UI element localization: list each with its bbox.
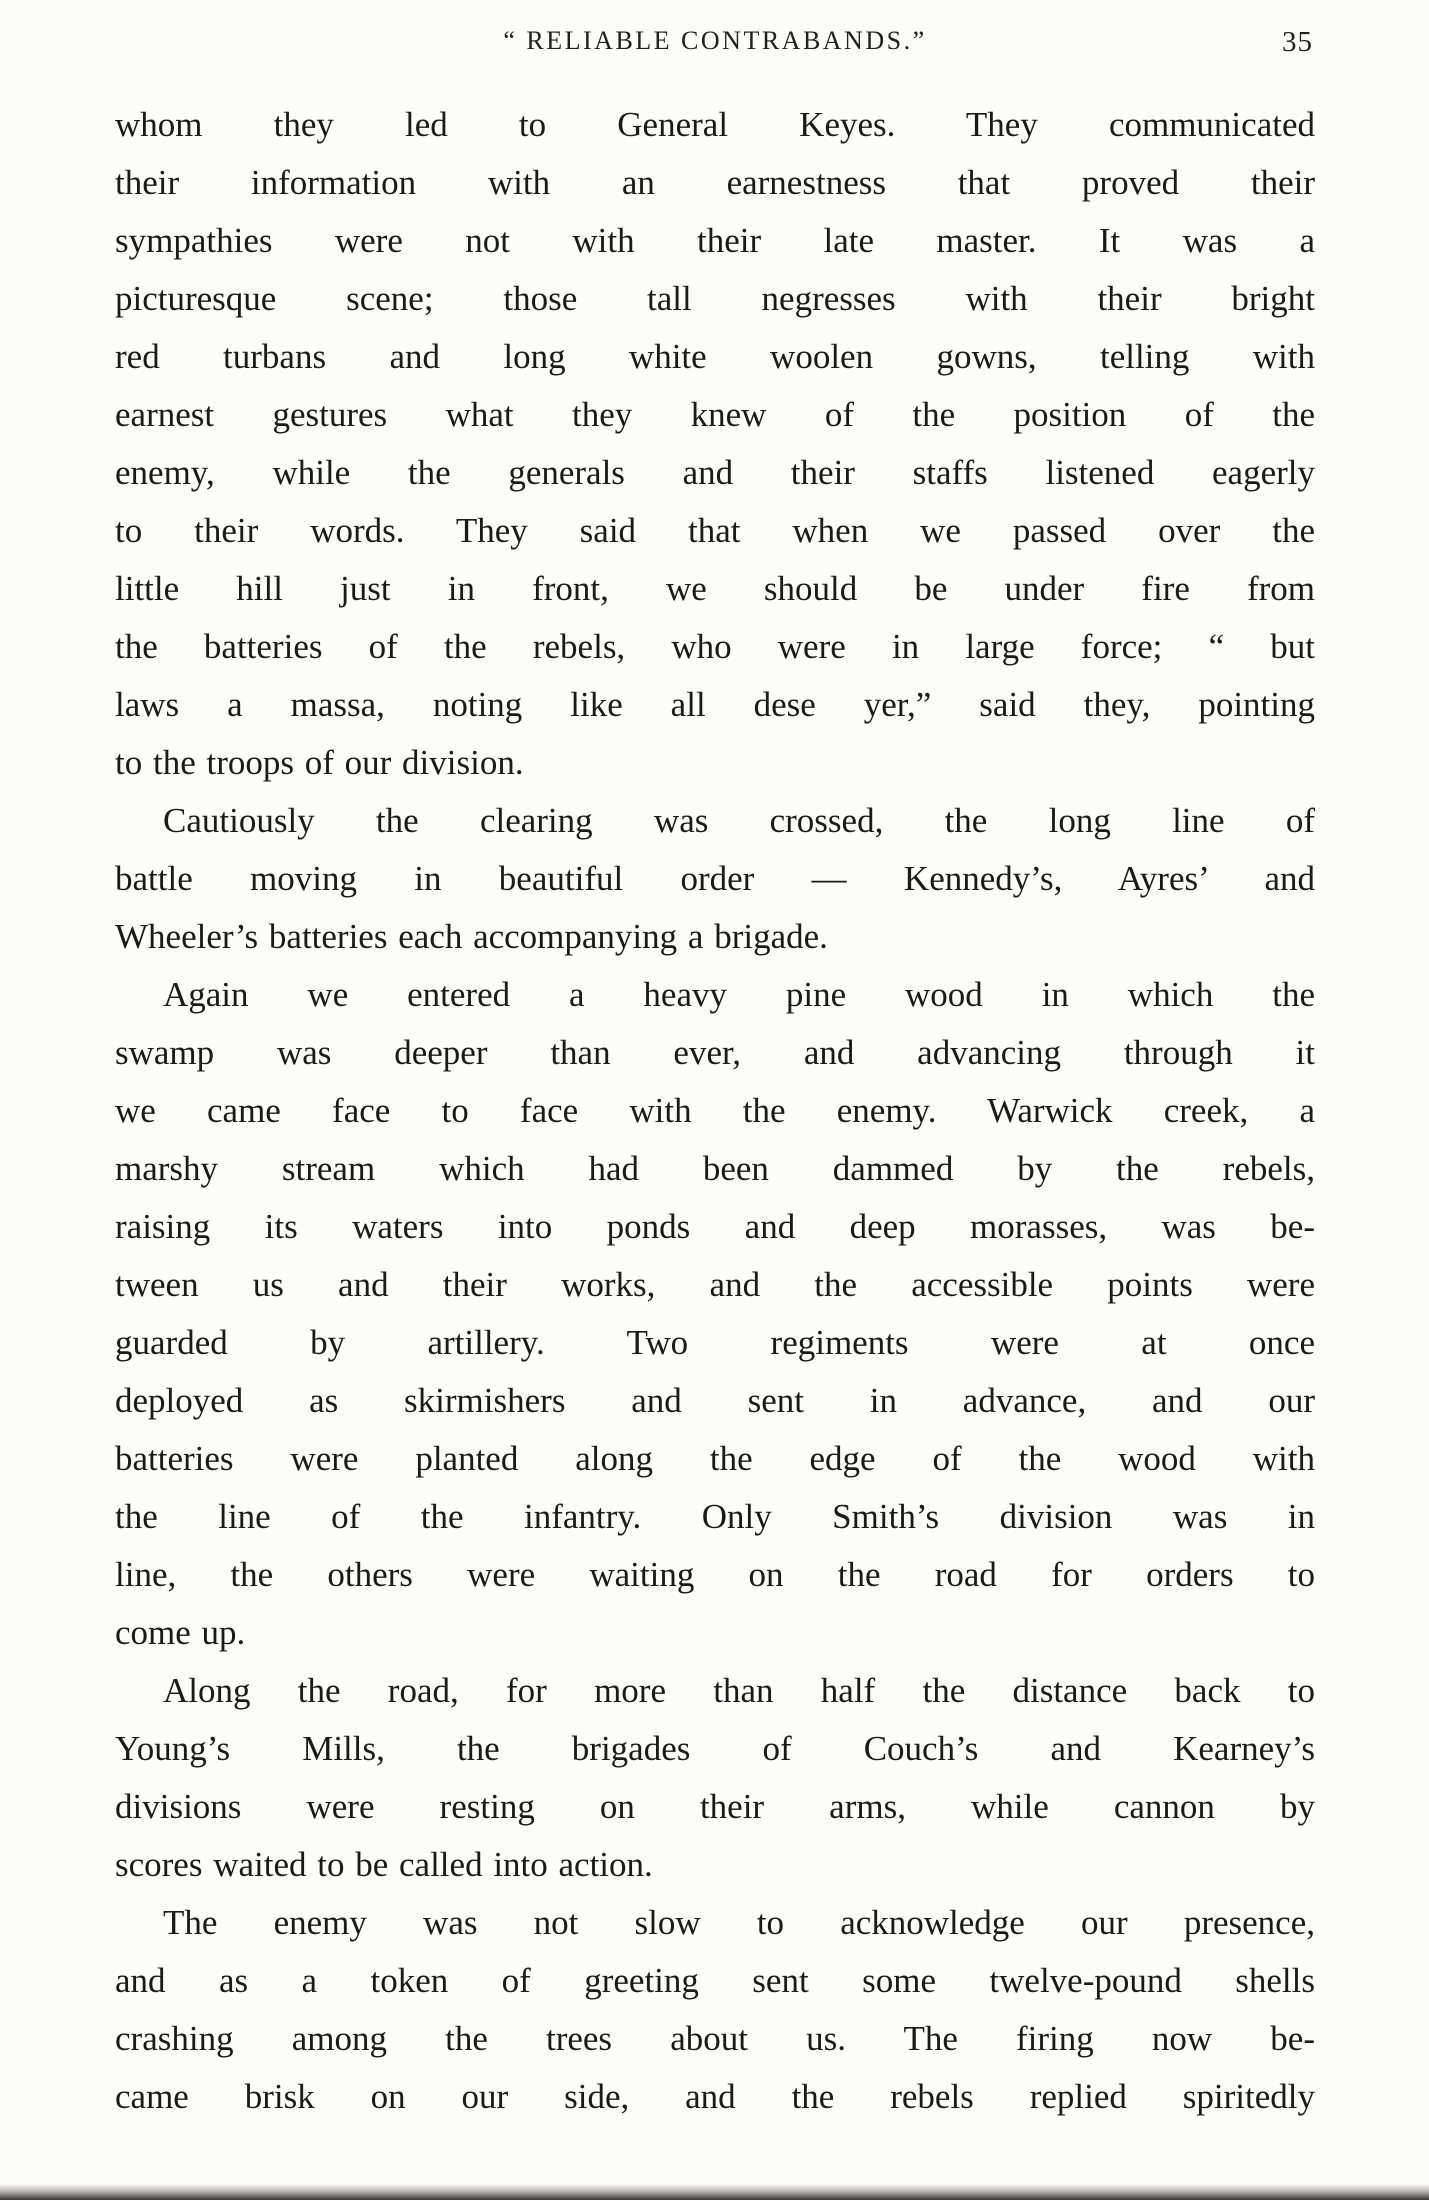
text-line: Young’s Mills, the brigades of Couch’s and Kearney’s xyxy=(115,1729,1315,1768)
text-line: deployed as skirmishers and sent in advance, and our xyxy=(115,1381,1315,1420)
paragraph xyxy=(115,1894,1315,2126)
scan-edge-artifact xyxy=(0,2184,1429,2200)
text-line: little hill just in front, we should be under fire from xyxy=(115,569,1315,608)
text-line: guarded by artillery. Two regiments were at once xyxy=(115,1323,1315,1362)
page-header xyxy=(115,26,1315,72)
text-line: Cautiously the clearing was crossed, the long line of xyxy=(163,801,1315,840)
text-line: sympathies were not with their late master. It was a xyxy=(115,221,1315,260)
text-line: we came face to face with the enemy. Warwick creek, a xyxy=(115,1091,1315,1130)
text-line: came brisk on our side, and the rebels replied spiritedly xyxy=(115,2077,1315,2116)
text-line: the line of the infantry. Only Smith’s division was in xyxy=(115,1497,1315,1536)
text-line: scores waited to be called into action. xyxy=(115,1845,653,1884)
text-line: laws a massa, noting like all dese yer,” said they, pointing xyxy=(115,685,1315,724)
text-line: their information with an earnestness that proved their xyxy=(115,163,1315,202)
running-title: “ RELIABLE CONTRABANDS.” xyxy=(503,26,927,55)
text-line: Again we entered a heavy pine wood in which the xyxy=(163,975,1315,1014)
text-line: Along the road, for more than half the distance back to xyxy=(163,1671,1315,1710)
text-line: swamp was deeper than ever, and advancing through it xyxy=(115,1033,1315,1072)
text-line: The enemy was not slow to acknowledge our presence, xyxy=(163,1903,1315,1942)
text-line: Wheeler’s batteries each accompanying a brigade. xyxy=(115,917,828,956)
text-line: battle moving in beautiful order — Kennedy’s, Ayres’ and xyxy=(115,859,1315,898)
text-line: red turbans and long white woolen gowns, telling with xyxy=(115,337,1315,376)
text-line: whom they led to General Keyes. They communicated xyxy=(115,105,1315,144)
text-line: enemy, while the generals and their staffs listened eagerly xyxy=(115,453,1315,492)
text-line: picturesque scene; those tall negresses with their bright xyxy=(115,279,1315,318)
text-line: to the troops of our division. xyxy=(115,743,524,782)
text-line: earnest gestures what they knew of the position of the xyxy=(115,395,1315,434)
text-line: raising its waters into ponds and deep morasses, was be- xyxy=(115,1207,1315,1246)
text-line: line, the others were waiting on the road for orders to xyxy=(115,1555,1315,1594)
paragraph xyxy=(115,966,1315,1662)
text-line: the batteries of the rebels, who were in large force; “ but xyxy=(115,627,1315,666)
text-line: to their words. They said that when we passed over the xyxy=(115,511,1315,550)
text-line: come up. xyxy=(115,1613,246,1652)
text-line: batteries were planted along the edge of the wood with xyxy=(115,1439,1315,1478)
text-line: tween us and their works, and the accessible points were xyxy=(115,1265,1315,1304)
page-number: 35 xyxy=(1282,26,1313,58)
paragraph xyxy=(115,792,1315,966)
paragraph xyxy=(115,96,1315,792)
text-line: divisions were resting on their arms, while cannon by xyxy=(115,1787,1315,1826)
text-line: crashing among the trees about us. The firing now be- xyxy=(115,2019,1315,2058)
text-line: and as a token of greeting sent some twelve-pound shells xyxy=(115,1961,1315,2000)
page-body xyxy=(115,96,1315,2126)
paragraph xyxy=(115,1662,1315,1894)
text-line: marshy stream which had been dammed by the rebels, xyxy=(115,1149,1315,1188)
